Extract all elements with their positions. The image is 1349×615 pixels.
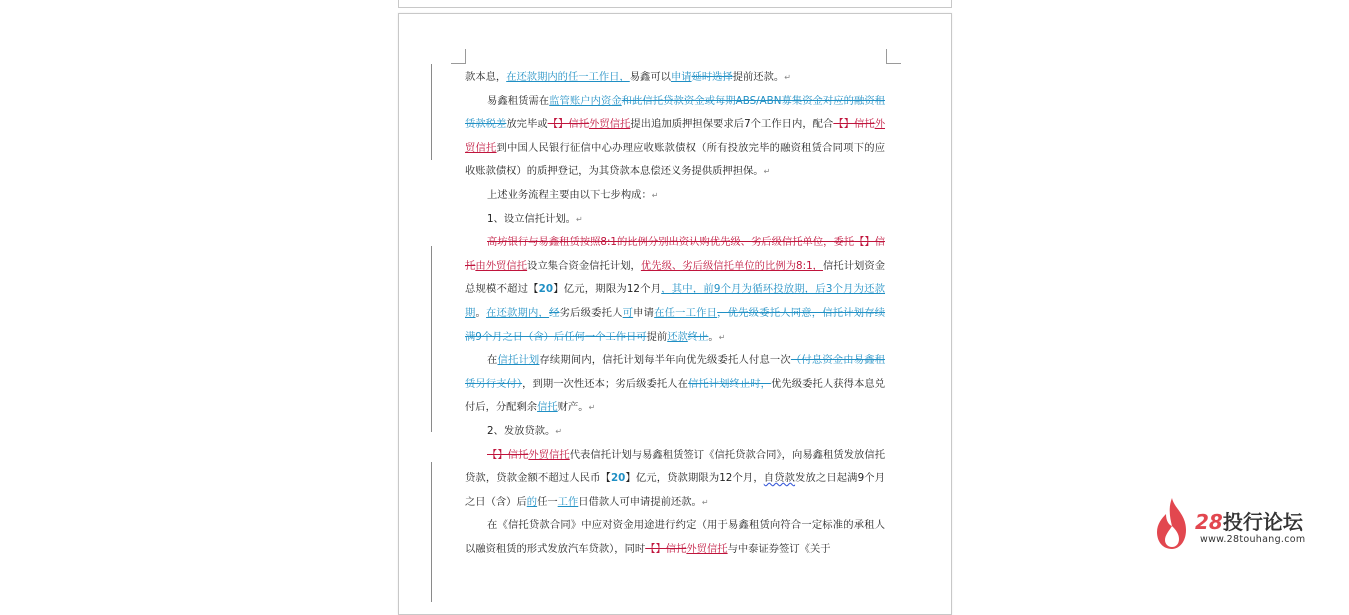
paragraph[interactable]	[465, 349, 885, 420]
paragraph-mark: ↵	[763, 167, 771, 177]
logo-name: 投行论坛	[1222, 510, 1303, 534]
tracked-change-run: 和此信托贷款资金或每期ABS/ABN募集资金对应的融资租赁款税差	[465, 94, 886, 131]
previous-page-edge	[398, 0, 952, 8]
tracked-change-run: 20	[610, 472, 626, 485]
paragraph-mark: ↵	[718, 332, 726, 342]
paragraph-mark: ↵	[575, 214, 583, 224]
tracked-change-run: 在还款期内的任一工作日，	[506, 71, 630, 83]
logo-wordmark	[1195, 506, 1303, 535]
text-run: 提出追加质押担保要求后7个工作日内，配合	[630, 118, 834, 131]
tracked-change-run: 终止	[687, 330, 709, 343]
text-run: 申请	[633, 306, 655, 319]
text-run: 信托计划资金总规模不超过【	[465, 259, 886, 296]
text-run: 提前	[646, 330, 668, 343]
logo-number: 28	[1195, 510, 1223, 534]
text-run: 2、发放贷款。	[487, 424, 556, 437]
logo-url: www.28touhang.com	[1200, 534, 1306, 545]
paragraph[interactable]	[465, 66, 885, 90]
tracked-change-run: 【】信托	[833, 118, 875, 131]
text-run: ，到期一次性还本；劣后级委托人在	[522, 377, 689, 390]
text-run: 劣后级委托人	[559, 306, 623, 319]
paragraph-mark: ↵	[588, 403, 596, 413]
text-run: 代表信托计划与易鑫租赁签订《信托贷款合同》，向易鑫租赁发放信托贷款，贷款金额不超过人民币【	[465, 448, 886, 485]
tracked-change-run: 外贸信托	[686, 542, 728, 555]
text-run: 。	[475, 306, 487, 319]
text-run: 易鑫可以	[629, 71, 671, 83]
paragraph[interactable]	[465, 208, 885, 232]
change-bar	[431, 246, 432, 432]
text-run: 提前还款。	[732, 71, 785, 83]
text-run: 放完毕或	[506, 118, 548, 131]
text-run: 财产。	[557, 401, 589, 414]
tracked-change-run: 高坊银行与易鑫租赁按照8:1的比例分别出资认购优先级、劣后级信托单位，委托	[487, 236, 855, 249]
paragraph[interactable]	[465, 514, 885, 561]
tracked-change-run: 【】信托	[547, 118, 590, 131]
tracked-change-run: 【】信托	[465, 236, 885, 272]
text-run: 优先级委托人获得本息兑付后，分配剩余	[465, 377, 885, 414]
tracked-change-run: 可	[622, 306, 634, 319]
tracked-change-run: 信托计划终止时，	[688, 377, 771, 390]
text-run: 到中国人民银行征信中心办理应收账款债权（所有投放完毕的融资租赁合同项下的应收账款债权）的质押登记，为其贷款本息偿还义务提供质押担保。	[465, 141, 885, 178]
tracked-change-run: 优先级、劣后级信托单位的比例为8:1，	[640, 259, 824, 272]
paragraph[interactable]	[465, 444, 885, 515]
paragraph[interactable]	[465, 231, 885, 349]
tracked-change-run: 外贸信托	[465, 118, 885, 154]
text-run: 在	[487, 354, 498, 367]
paragraph-mark: ↵	[651, 190, 659, 200]
document-page[interactable]	[398, 13, 952, 615]
text-run: 在《信托贷款合同》中应对资金用途进行约定（用于易鑫租赁向符合一定标准的承租人以融资租赁的形式发放汽车贷款），同时	[465, 519, 885, 555]
change-bar	[431, 462, 432, 562]
change-bar	[431, 562, 432, 602]
text-run: 任一	[537, 495, 558, 508]
flame-icon	[1152, 496, 1192, 552]
text-run: 。	[708, 330, 719, 343]
text-run: 】亿元，期限为12个月	[553, 283, 662, 296]
tracked-change-run: ，优先级委托人同意，信托计划存续满9个月之日（含）后任何一个工作日可	[465, 306, 886, 343]
document-body[interactable]	[465, 66, 885, 561]
tracked-change-run: 工作	[557, 495, 579, 508]
tracked-change-run: 信托	[537, 401, 558, 414]
paragraph-mark: ↵	[784, 73, 791, 82]
margin-corner-top-right	[886, 49, 901, 64]
paragraph[interactable]	[465, 184, 885, 208]
tracked-change-run: 【】信托	[487, 448, 529, 461]
tracked-change-run: 在还款期内，	[486, 306, 550, 319]
paragraph-mark: ↵	[701, 497, 709, 507]
tracked-change-run: （付息资金由易鑫租赁另行支付）	[465, 354, 886, 390]
tracked-change-run: ，其中，前9个月为循环投放期，后3个月为还款期	[465, 283, 886, 319]
tracked-change-run: 经	[549, 306, 560, 319]
change-bar	[431, 64, 432, 160]
text-run: 与中泰证券签订《关于	[727, 542, 831, 555]
text-run: 存续期间内，信托计划每半年向优先级委托人付息一次	[539, 354, 791, 367]
text-run: 发放之日起满9个月之日（含）后	[465, 472, 885, 508]
tracked-change-run: 【】信托	[645, 542, 687, 555]
text-run: 】亿元，贷款期限为12个月，	[625, 472, 764, 485]
paragraph[interactable]	[465, 420, 885, 444]
tracked-change-run: 还款	[667, 330, 688, 343]
tracked-change-run: 由外贸信托	[475, 259, 528, 272]
tracked-change-run: 信托计划	[497, 354, 540, 367]
text-run: 易鑫租赁需在	[487, 94, 550, 107]
text-run: 1、设立信托计划。	[487, 212, 576, 225]
tracked-change-run: 外贸信托	[589, 118, 631, 131]
paragraph-mark: ↵	[555, 426, 563, 436]
tracked-change-run: 20	[538, 283, 553, 296]
tracked-change-run: 延时选择	[691, 71, 733, 83]
tracked-change-run: 自贷款	[763, 472, 796, 485]
tracked-change-run: 的	[526, 495, 538, 508]
margin-corner-top-left	[451, 49, 466, 64]
tracked-change-run: 申请	[670, 71, 692, 83]
text-run: 设立集合资金信托计划，	[527, 259, 641, 272]
tracked-change-run: 在任一工作日	[654, 306, 718, 319]
tracked-change-run: 外贸信托	[528, 448, 570, 461]
paragraph[interactable]	[465, 90, 885, 184]
text-run: 款本息，	[465, 71, 507, 83]
site-logo	[1150, 494, 1330, 554]
text-run: 日借款人可申请提前还款。	[578, 495, 702, 508]
text-run: 上述业务流程主要由以下七步构成：	[487, 188, 652, 201]
tracked-change-run: 监管账户内资金	[549, 94, 622, 107]
